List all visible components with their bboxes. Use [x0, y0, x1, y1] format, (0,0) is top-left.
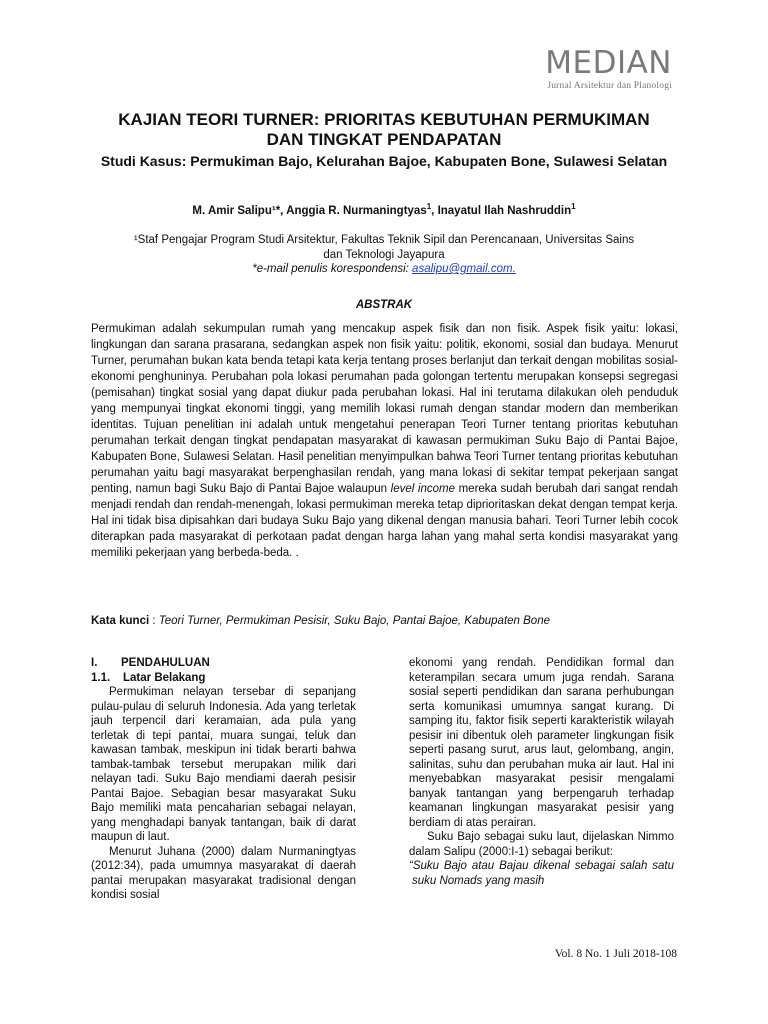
- body-paragraph: Permukiman nelayan tersebar di sepanjang pulau-pulau di seluruh Indonesia. Ada yang terletak jauh terpencil dari keramaian, ada pula yang terletak di tepi pantai, muara sungai, teluk dan kawasan tambak, meskipun ini tidak berarti bahwa tambak-tambak tersebut merupakan milik dari nelayan tadi. Suku Bajo mendiami daerah pesisir Pantai Bajoe. Sebagian besar masyarakat Suku Bajo memiliki mata pencaharian sebagai nelayan, yang menghadapi banyak tantangan, baik di darat maupun di laut.: [91, 686, 356, 843]
- body-paragraph: ekonomi yang rendah. Pendidikan formal dan keterampilan secara umum juga rendah. Sarana sosial seperti pendidikan dan sarana perhubungan serta komunikasi umumnya sangat kurang. Di samping itu, faktor fisik seperti karakteristik wilayah pesisir ini dibentuk oleh parameter lingkungan fisik seperti pasang surut, arus laut, gelombang, angin, salinitas, suhu dan perubahan muka air laut. Hal ini menyebabkan masyarakat pesisir mengalami banyak tantangan yang berpengaruh terhadap keamanan lingkungan masyarakat pesisir yang berdiam di atas perairan.: [409, 657, 674, 829]
- author-separator: ,: [280, 204, 287, 217]
- keywords-separator: :: [149, 615, 159, 627]
- paper-title-line1: KAJIAN TEORI TURNER: PRIORITAS KEBUTUHAN PERMUKIMAN: [118, 110, 650, 129]
- section-heading: [91, 656, 356, 671]
- body-paragraph: Menurut Juhana (2000) dalam Nurmaningtyas (2012:34), pada umumnya masyarakat di daerah pantai merupakan masyarakat tradisional dengan kondisi sosial: [91, 845, 356, 901]
- subsection-number: 1.1.: [91, 671, 111, 684]
- author-2-mark: 1: [426, 202, 432, 211]
- author-separator: ,: [431, 204, 438, 217]
- subsection-title: Latar Belakang: [123, 671, 206, 684]
- email-link[interactable]: asalipu@gmail.com.: [412, 263, 516, 275]
- affiliation-line2: dan Teknologi Jayapura: [323, 248, 445, 261]
- journal-name: MEDIAN: [545, 45, 672, 81]
- abstract-text: [91, 321, 678, 561]
- paper-subtitle: Studi Kasus: Permukiman Bajo, Kelurahan Bajoe, Kabupaten Bone, Sulawesi Selatan: [100, 153, 668, 169]
- keywords-list: Teori Turner, Permukiman Pesisir, Suku Bajo, Pantai Bajoe, Kabupaten Bone: [158, 615, 550, 627]
- block-quote: “Suku Bajo atau Bajau dikenal sebagai salah satu suku Nomads yang masih: [409, 860, 674, 887]
- author-list: [60, 202, 708, 217]
- abstract-italic-term: level income: [390, 483, 455, 495]
- section-number: I.: [91, 657, 98, 669]
- page-footer: Vol. 8 No. 1 Juli 2018-108: [554, 948, 677, 960]
- subsection-heading: [91, 671, 356, 686]
- body-column-right: [409, 656, 674, 888]
- section-title: PENDAHULUAN: [121, 657, 210, 669]
- author-1: M. Amir Salipu: [192, 204, 272, 217]
- author-1-mark: ¹*: [271, 204, 281, 217]
- author-2: Anggia R. Nurmaningtyas: [286, 204, 427, 217]
- email-label: *e-mail penulis korespondensi:: [252, 263, 413, 275]
- author-3: Inayatul Ilah Nashruddin: [437, 204, 572, 217]
- body-paragraph: Suku Bajo sebagai suku laut, dijelaskan Nimmo dalam Salipu (2000:I-1) sebagai berikut:: [409, 831, 674, 858]
- keywords-label: Kata kunci: [91, 615, 150, 627]
- affiliation: [70, 233, 698, 277]
- author-3-mark: 1: [571, 202, 576, 211]
- abstract-heading: ABSTRAK: [355, 299, 413, 311]
- paper-title: [60, 110, 708, 150]
- keywords: [91, 615, 678, 627]
- body-column-left: [91, 656, 356, 903]
- correspondence-line: [70, 262, 698, 277]
- journal-subtitle: Jurnal Arsitektur dan Planologi: [547, 81, 672, 91]
- paper-title-line2: DAN TINGKAT PENDAPATAN: [266, 130, 502, 149]
- journal-masthead: [545, 46, 672, 91]
- affiliation-line1: ¹Staf Pengajar Program Studi Arsitektur, Fakultas Teknik Sipil dan Perencanaan, Universitas Sains: [133, 234, 635, 246]
- abstract-part-1: Permukiman adalah sekumpulan rumah yang mencakup aspek fisik dan non fisik. Aspek fisik yaitu: lokasi, lingkungan dan sarana prasarana, sedangkan aspek non fisik yaitu: politik, ekonomi, sosial dan budaya. Menurut Turner, perumahan bukan kata benda tetapi kata kerja tentang proses berlanjut dan terkait dengan mobilitas sosial-ekonomi penghuninya. Perubahan pola lokasi perumahan pada golongan tertentu merupakan konsepsi segregasi (pemisahan) tingkat sosial yang dapat diukur pada perubahan lokasi. Hal ini terutama dilakukan oleh penduduk yang mempunyai tingkat ekonomi tinggi, yang memilih lokasi rumah dengan standar modern dan memberikan identitas. Tujuan penelitian ini adalah untuk mengetahui penerapan Teori Turner tentang prioritas kebutuhan perumahan terkait dengan tingkat pendapatan masyarakat di kawasan permukiman Suku Bajo di Pantai Bajoe, Kabupaten Bone, Sulawesi Selatan. Hasil penelitian menyimpulkan bahwa Teori Turner tentang prioritas kebutuhan perumahan yaitu bagi masyarakat berpenghasilan rendah, yang mana lokasi di sekitar tempat pekerjaan sangat penting, namun bagi Suku Bajo di Pantai Bajoe walaupun: [91, 323, 678, 495]
- abstract-part-2: mereka sudah berubah dari sangat rendah menjadi rendah dan rendah-menengah, lokasi permukiman mereka tetap diprioritaskan dekat dengan tempat kerja. Hal ini tidak bisa dipisahkan dari budaya Suku Bajo yang dikenal dengan manusia bahari. Teori Turner lebih cocok diterapkan pada masyarakat di perkotaan padat dengan harga lahan yang mahal serta kondisi masyarakat yang memiliki pekerjaan yang berbeda-beda. .: [91, 483, 678, 559]
